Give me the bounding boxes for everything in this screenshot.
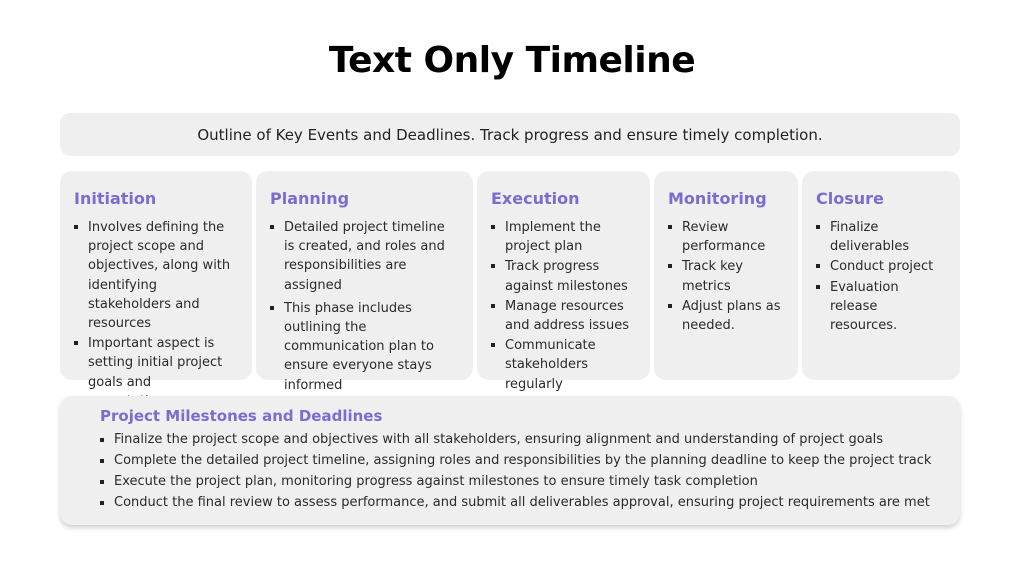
phase-card-monitoring [654,171,798,380]
phase-bullet-list [816,218,948,335]
subtitle-banner [60,113,960,156]
milestone-item: Execute the project plan, monitoring progress against milestones to ensure timely task completion [100,471,960,492]
phase-bullet-list [668,218,786,335]
phase-card-planning [256,171,473,393]
milestone-item: Conduct the final review to assess performance, and submit all deliverables approval, ensuring project requirements are met [100,492,960,513]
phase-bullet-list [491,218,638,394]
phase-title: Planning [270,189,350,208]
phase-bullet: Involves defining the project scope and objectives, along with identifying stakeholders and resources [74,218,240,333]
phase-bullet: Conduct project [816,257,948,276]
phase-title: Initiation [74,189,157,208]
phase-bullet: Evaluation release resources. [816,278,948,336]
phase-bullet: Manage resources and address issues [491,297,638,335]
phase-card-initiation [60,171,252,390]
phase-bullet: Track progress against milestones [491,257,638,295]
page-title: Text Only Timeline [328,40,696,81]
phase-bullet: Adjust plans as needed. [668,297,786,335]
milestones-panel [60,396,960,525]
phase-bullet: Track key metrics [668,257,786,295]
phase-bullet: Detailed project timeline is created, and roles and responsibilities are assigned [270,218,461,295]
phase-bullet: Communicate stakeholders regularly [491,336,638,394]
milestone-item: Complete the detailed project timeline, assigning roles and responsibilities by the planning deadline to keep the project track [100,450,960,471]
phase-bullet: Finalize deliverables [816,218,948,256]
phase-bullet-list [74,218,240,411]
phase-title: Monitoring [668,189,767,208]
phase-bullet-list [270,218,461,395]
phase-bullet: Implement the project plan [491,218,638,256]
milestone-item: Finalize the project scope and objectives with all stakeholders, ensuring alignment and understanding of project goals [100,429,960,450]
phase-card-closure [802,171,960,380]
phase-bullet: Important aspect is setting initial project goals and [74,334,240,411]
phase-title: Closure [816,189,884,208]
phase-title: Execution [491,189,580,208]
subtitle-text: Outline of Key Events and Deadlines. Track progress and ensure timely completion. [197,125,823,144]
phase-bullet: This phase includes outlining the communication plan to ensure everyone stays informed [270,299,461,395]
phase-card-execution [477,171,650,392]
milestones-title: Project Milestones and Deadlines [100,407,383,425]
phase-bullet: Review performance [668,218,786,256]
milestones-list [100,429,960,513]
